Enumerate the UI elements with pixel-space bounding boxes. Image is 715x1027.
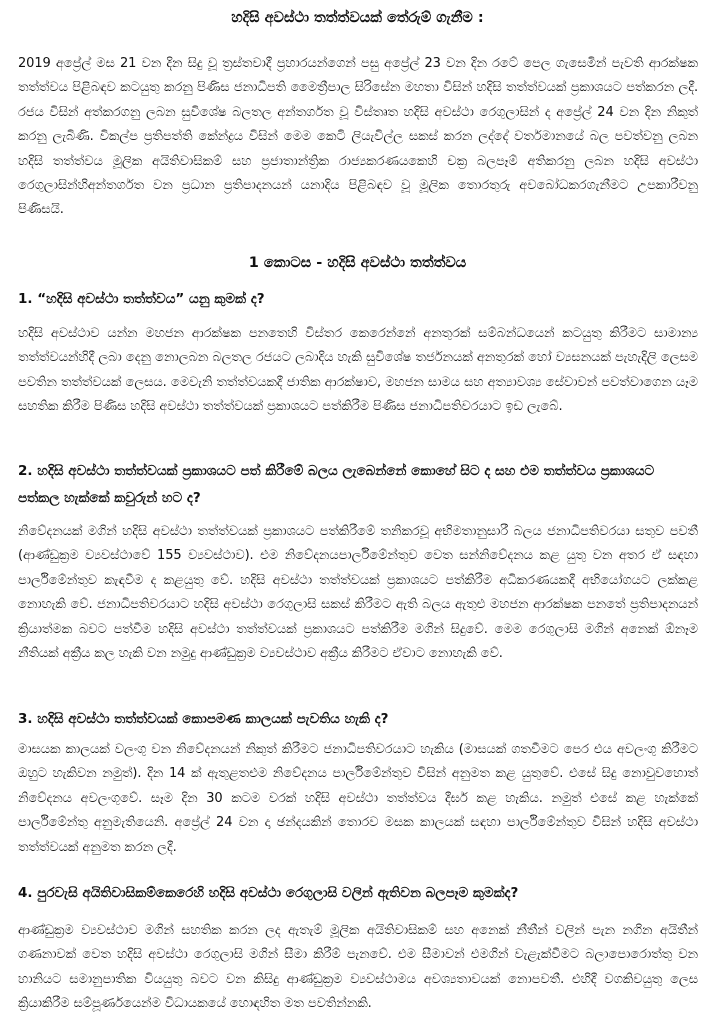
section-heading: 1 කොටස - හදිසි අවස්ථා තත්ත්වය <box>248 255 467 271</box>
question-heading-3: 3. හදිසි අවස්ථා තත්ත්වයක් කොපමණ කාලයක් පැවතිය හැකි ද? <box>18 711 389 727</box>
question-heading-1: 1. “හදිසි අවස්ථා තත්ත්වය” යනු කුමක් ද? <box>18 291 265 307</box>
question-heading-4: 4. පුරවැසි අයිතිවාසිකම්කෙරෙහි හදිසි අවස්ථා රෙගුලාසි වලින් ඇතිවන බලපෑම කුමක්ද? <box>18 885 519 901</box>
answer-paragraph-3: මාසයක කාලයක් වලංගු වන නිවේදනයන් නිකුත් කිරීමට ජනාධිපතිවරයාට හැකිය (මාසයක් ගතවීමට පෙර එය අවලංගු කිරීමට ඔහුට හැකිවන නමුත්). දින 14 ක් ඇතුළතඑම නිවේදනය පාර්ලිමේන්තුව විසින් අනුමත කළ යුතුවේ. එසේ සිදු නොවුවහොත් නිවේදනය අවලංගුවේ. සෑම දින 30 කටම වරක් හදිසි අවස්ථා තත්ත්වය දීර්ඝ කළ හැකිය. නමුත් එසේ කළ හැක්කේ පාර්ලිමේන්තු අනුමැතියෙනි. අප්‍රේල් 24 වන දා ඡන්දයකින් තොරව මසක කාලයක් සඳහා පාර්ලිමේන්තුව විසින් හදිසි අවස්ථා තත්ත්වයක් අනුමත කරන ලදී. <box>18 742 698 855</box>
document-title: හදිසි අවස්ථා තත්ත්වයක් තේරුම් ගැනීම : <box>231 10 484 26</box>
question-heading-2: 2. හදිසි අවස්ථා තත්ත්වයක් ප්‍රකාශයට පත් කිරීමේ බලය ලැබෙන්නේ කොහේ සිට ද සහ එම තත්ත්වය ප්‍රකාශයට පත්කල හැක්කේ කවුරුන් හට ද? <box>18 463 655 506</box>
intro-paragraph: 2019 අප්‍රේල් මස 21 වන දින සිදු වූ ත්‍රස්තවාදී ප්‍රහාරයන්ගෙන් පසු අප්‍රේල් 23 වන දින රටේ පෙල ගැසෙමින් පැවති ආරක්ෂක තත්ත්වය පිළිබඳව කටයුතු කරනු පිණිස ජනාධිපති මෛත්‍රීපාල සිරිසේන මහතා විසින් හදිසි තත්ත්වයක් ප්‍රකාශයට පත්කරන ලදී. රජය විසින් අත්කරගනු ලබන සුවිශේෂ බලතල අන්තර්ගත වූ විස්තෘත හදිසි අවස්ථා රෙගුලාසින් ද අප්‍රේල් 24 වන දින නිකුත් කරනු ලැබිණි. විකල්ප ප්‍රතිපත්ති කේන්ද්‍රය විසින් මෙම කෙටි ලියැවිල්ල සකස් කරන ලද්දේ වර්තමානයේ බල පවත්වනු ලබන හදිසි තත්ත්වය මූලික අයිතිවාසිකම් සහ ප්‍රජාතාන්ත්‍රික රාජ්‍යකරණයකෙහි චක්‍ර බලපෑම් අතිකරනු ලබන හදිසි අවස්ථා රෙගුලාසින්හිඅන්තර්ගත වන ප්‍රධාන ප්‍රතිපාදනයන් යනාදිය පිළිබඳව වූ මූලික තොරතුරු අවබෝධකරගැනීමට උපකාරීවනු පිණිසයි. <box>18 56 698 218</box>
answer-paragraph-2: නිවේදනයක් මගින් හදිසි අවස්ථා තත්ත්වයක් ප්‍රකාශයට පත්කිරීමේ තනිකරවූ අභිමතානුසාරී බලය ජනාධිපතිවරයා සතුව පවතී (ආණ්ඩුක්‍රම ව්‍යවස්ථාවේ 155 ව්‍යවස්ථාව). එම නිවේදනයපාර්ලිමේන්තුව වෙත සන්නිවේදනය කළ යුතු වන අතර ඒ සඳහා පාර්ලිමේන්තුව කැඳවීම ද කළයුතු වේ. හදිසි අවස්ථා තත්ත්වයක් ප්‍රකාශයට පත්කිරීම අධිකරණයකදී අභියෝගයට ලක්කළ නොහැකි වේ. ජනාධිපතිවරයාට හදිසි අවස්ථා රෙගුලාසි සකස් කිරීමට ඇති බලය ඇතුළු මහජන ආරක්ෂක පනතේ ප්‍රතිපාදනයන් ක්‍රියාත්මක බවට පත්වීම හදිසි අවස්ථා තත්ත්වයක් ප්‍රකාශයට පත්කිරීම මගින් සිදුවේ. මෙම රෙගුලාසි මගින් අනෙක් ඕනෑම නීතියක් අක්‍රීය කල හැකි වන නමුදු ආණ්ඩුක්‍රම ව්‍යවස්ථාව අක්‍රීය කිරීමට ඒවාට නොහැකි වේ. <box>18 524 698 662</box>
answer-paragraph-4: ආණ්ඩුක්‍රම ව්‍යවස්ථාව මගින් සහතික කරන ලද ඇතැම් මූලික අයිතිවාසිකම් සහ අනෙක් නීතීන් වලින් පැන නගින අයිතීන් ගණනාවක් වෙත හදිසි අවස්ථා රෙගුලාසි මගින් සීමා කිරීම් පැනවේ. එම සීමාවන් එමගින් වැළැක්වීමට බලාපොරොත්තු වන හානියට සමානුපාතික වියයුතු බවට වන කිසිදු ආණ්ඩුක්‍රම ව්‍යවස්ථාමය අවශ්‍යතාවයක් නොපවතී. එහිදී වගකිවයුතු ලෙස ක්‍රියාකිරීම සම්පූර්ණයෙන්ම විධායකයේ හොඳහිත මත පවතින්නකි. <box>18 923 698 1012</box>
answer-paragraph-1: හදිසි අවස්ථාව යන්න මහජන ආරක්ෂක පනතෙහි විස්තර කෙරෙන්නේ අනතුරක් සම්බන්ධයෙන් කටයුතු කිරීමට සාමාන්‍ය තත්ත්වයන්හිදී ලබා දෙනු නොලබන බලතල රජයට ලබාදිය හැකි සුවිශේෂ තර්ජනයක් අනතුරක් හෝ ව්‍යසනයක් පැහැදිලි ලෙසම පවතින තත්ත්වයක් ලෙසය. මෙවැනි තත්ත්වයකදී ජාතික ආරක්ෂාව, මහජන සාමය සහ අත්‍යාවශ්‍ය සේවාවන් පවත්වාගෙන යෑම සහතික කිරීම පිණිස හදිසි අවස්ථා තත්ත්වයක් ප්‍රකාශයට පත්කිරීම පිණිස ජනාධිපතිවරයාට ඉඩ ලැබේ. <box>18 326 698 415</box>
